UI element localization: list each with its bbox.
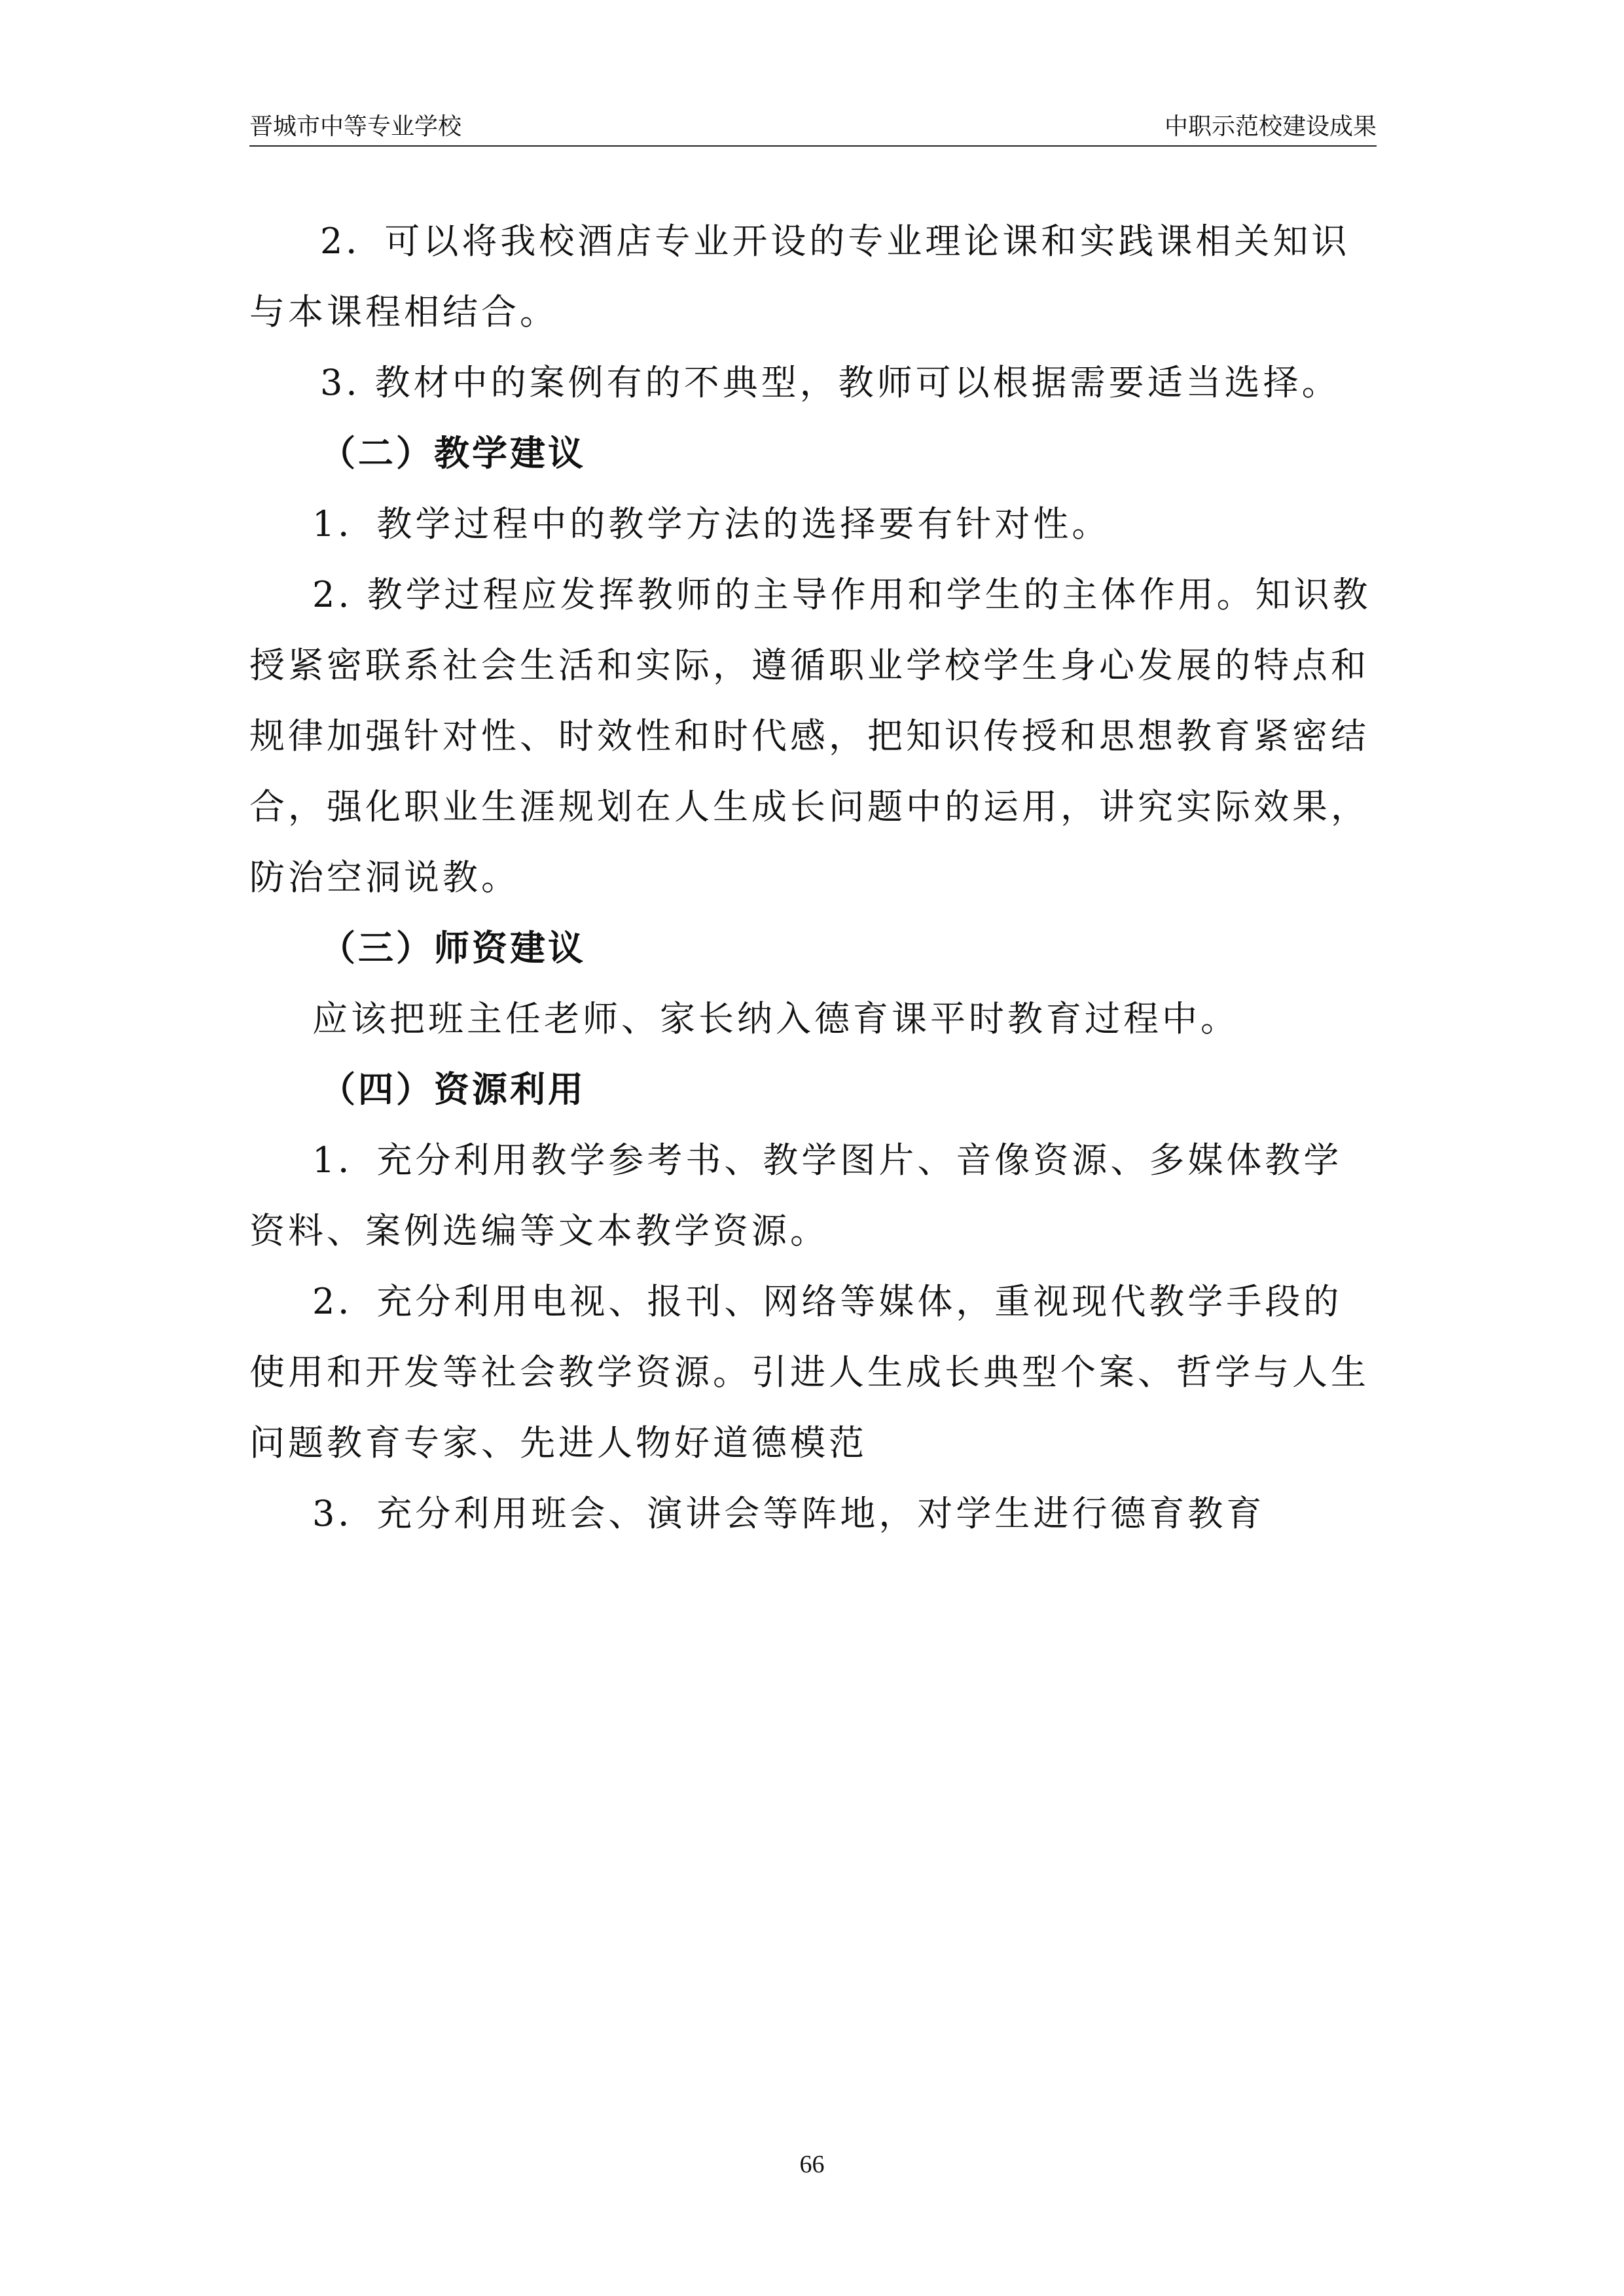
paragraph-course-integration: 2．可以将我校酒店专业开设的专业理论课和实践课相关知识与本课程相结合。 [249, 221, 1350, 332]
paragraph-teaching-method: 1．教学过程中的教学方法的选择要有针对性。 [312, 503, 1111, 545]
paragraph-case-selection: 3. 教材中的案例有的不典型，教师可以根据需要适当选择。 [320, 362, 1341, 403]
paragraph-activity-resources: 3．充分利用班会、演讲会等阵地，对学生进行德育教育 [312, 1493, 1265, 1534]
paragraph-media-resources: 2．充分利用电视、报刊、网络等媒体，重视现代教学手段的使用和开发等社会教学资源。引进人生成长典型个案、哲学与人生问题教育专家、先进人物好道德模范 [249, 1281, 1369, 1463]
header-document-title: 中职示范校建设成果 [1164, 113, 1377, 139]
page-header [249, 113, 1377, 147]
section-heading-teaching: （二）教学建议 [320, 433, 586, 474]
header-school-name: 晋城市中等专业学校 [249, 113, 462, 139]
section-heading-faculty: （三）师资建议 [320, 927, 586, 969]
paragraph-faculty: 应该把班主任老师、家长纳入德育课平时教育过程中。 [312, 998, 1239, 1039]
page-number: 66 [799, 2151, 825, 2178]
paragraph-teacher-role: 2. 教学过程应发挥教师的主导作用和学生的主体作用。知识教授紧密联系社会生活和实际，遵循职业学校学生身心发展的特点和规律加强针对性、时效性和时代感，把知识传授和思想教育紧密结合，强化职业生涯规划在人生成长问题中的运用，讲究实际效果，防治空洞说教。 [249, 574, 1371, 898]
section-heading-resources: （四）资源利用 [320, 1069, 586, 1110]
document-body [249, 206, 1377, 1549]
paragraph-text-resources: 1．充分利用教学参考书、教学图片、音像资源、多媒体教学资料、案例选编等文本教学资源。 [249, 1139, 1343, 1251]
